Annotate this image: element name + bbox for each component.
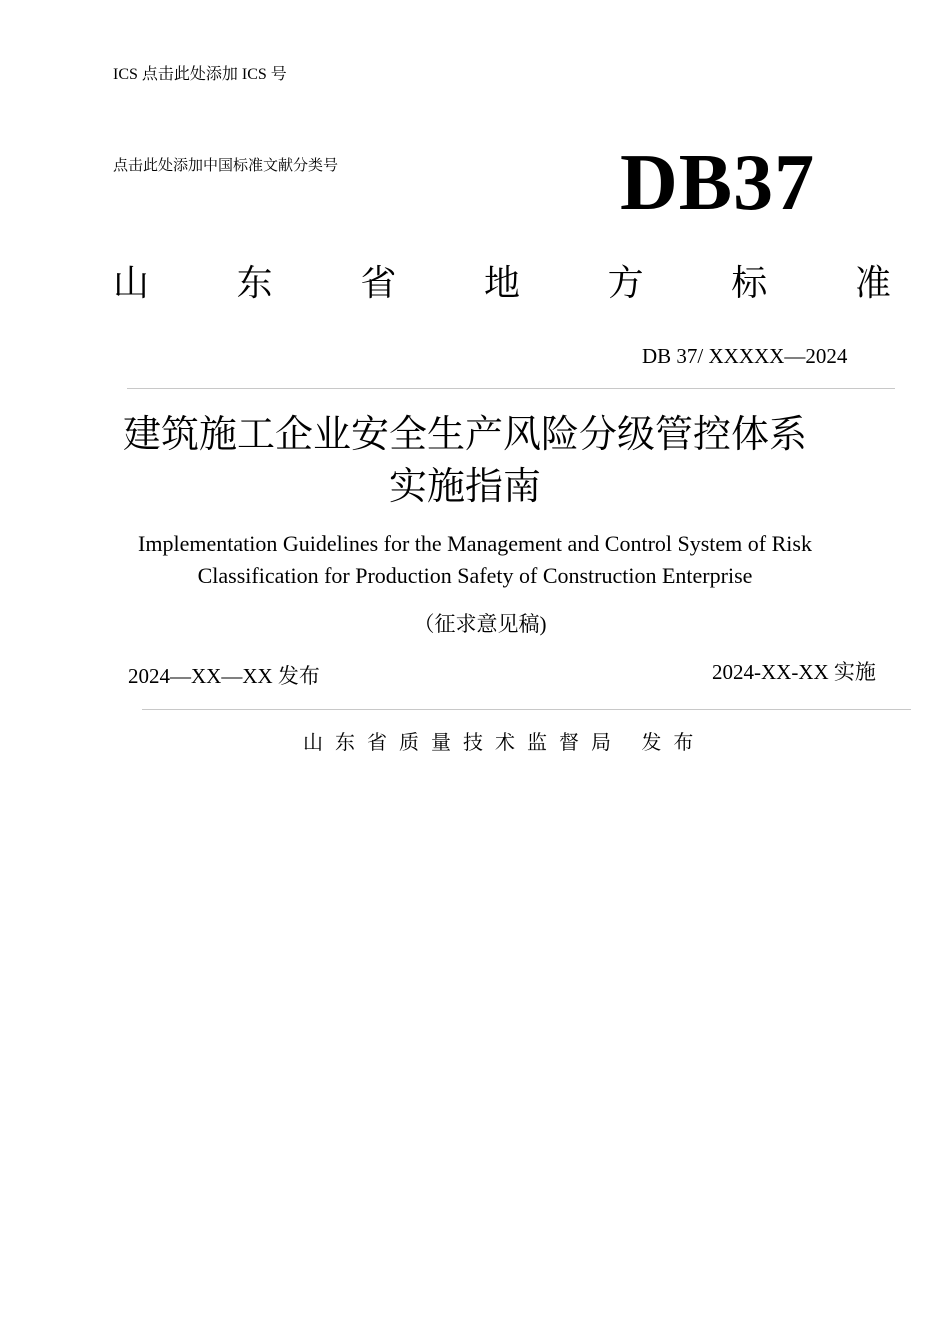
ccs-classification: 点击此处添加中国标准文献分类号 — [113, 156, 339, 174]
chinese-title-line: 建筑施工企业安全生产风险分级管控体系 — [122, 412, 807, 456]
english-title-line: Classification for Production Safety of Construction Enterprise — [197, 563, 753, 588]
standard-type-char: 东 — [236, 263, 273, 304]
top-divider — [127, 388, 895, 389]
draft-note: （征求意见稿) — [413, 612, 547, 636]
chinese-title — [0, 408, 930, 512]
english-title — [0, 528, 950, 592]
chinese-title-line: 实施指南 — [388, 464, 541, 508]
implementation-date: 2024-XX-XX 实施 — [712, 660, 876, 684]
standard-number: DB 37/ XXXXX—2024 — [642, 344, 848, 368]
publisher: 山东省质量技术监督局 发布 — [303, 730, 706, 754]
standard-type-char: 地 — [483, 263, 520, 304]
standard-type-heading — [113, 260, 891, 308]
standard-logo: DB37 — [620, 139, 816, 227]
ics-number: ICS 点击此处添加 ICS 号 — [113, 66, 287, 83]
standard-type-char: 标 — [731, 263, 768, 304]
standard-type-char: 方 — [607, 263, 644, 304]
standard-type-char: 山 — [113, 263, 150, 304]
issue-date: 2024—XX—XX 发布 — [128, 664, 320, 688]
english-title-line: Implementation Guidelines for the Management and Control System of Risk — [138, 531, 812, 556]
standard-type-char: 准 — [854, 263, 891, 304]
bottom-divider — [142, 709, 911, 710]
standard-type-char: 省 — [360, 263, 397, 304]
